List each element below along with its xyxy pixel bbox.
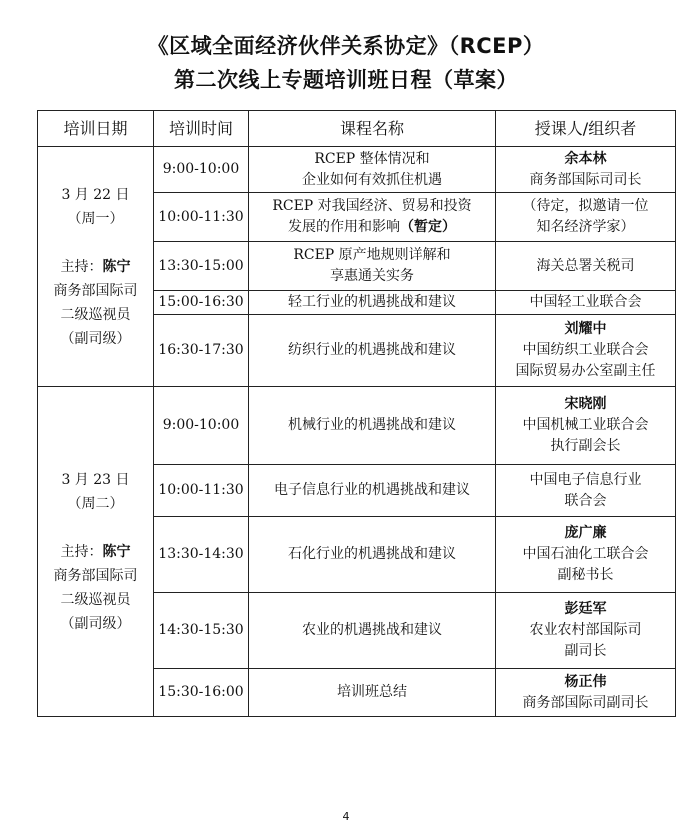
- day-cell-2: [38, 387, 154, 717]
- session-instructor: 刘耀中 中国纺织工业联合会 国际贸易办公室副主任: [496, 315, 676, 387]
- session-time: 15:30-16:00: [154, 669, 249, 717]
- day-host: 主持：陈宁: [60, 543, 131, 560]
- session-time: 13:30-14:30: [154, 517, 249, 593]
- session-time: 15:00-16:30: [154, 291, 249, 315]
- session-instructor: 中国轻工业联合会: [496, 291, 676, 315]
- session-course: 轻工行业的机遇挑战和建议: [249, 291, 496, 315]
- page-number: 4: [342, 810, 350, 823]
- session-instructor: （待定，拟邀请一位 知名经济学家）: [496, 193, 676, 242]
- day-host-rank: （副司级）: [60, 330, 131, 347]
- header-course: 课程名称: [249, 111, 496, 147]
- day-host-org: 商务部国际司: [53, 282, 138, 299]
- session-instructor: 杨正伟 商务部国际司副司长: [496, 669, 676, 717]
- session-time: 10:00-11:30: [154, 193, 249, 242]
- session-instructor: 宋晓刚 中国机械工业联合会 执行副会长: [496, 387, 676, 465]
- session-course: RCEP 整体情况和 企业如何有效抓住机遇: [249, 147, 496, 193]
- document-title-line1: 《区域全面经济伙伴关系协定》（RCEP）: [147, 34, 545, 58]
- table-row: [38, 147, 676, 193]
- session-instructor: 海关总署关税司: [496, 242, 676, 291]
- header-date: 培训日期: [38, 111, 154, 147]
- header-time: 培训时间: [154, 111, 249, 147]
- day-cell-1: [38, 147, 154, 387]
- session-course: 农业的机遇挑战和建议: [249, 593, 496, 669]
- day-host-org: 商务部国际司: [53, 567, 138, 584]
- session-instructor: 中国电子信息行业 联合会: [496, 465, 676, 517]
- header-instructor: 授课人/组织者: [496, 111, 676, 147]
- day-weekday: （周二）: [67, 495, 124, 512]
- session-instructor: 彭廷军 农业农村部国际司 副司长: [496, 593, 676, 669]
- day-host-rank: （副司级）: [60, 615, 131, 632]
- session-time: 14:30-15:30: [154, 593, 249, 669]
- table-row: [38, 387, 676, 465]
- session-course: RCEP 对我国经济、贸易和投资 发展的作用和影响（暂定）: [249, 193, 496, 242]
- day-host-title: 二级巡视员: [60, 591, 131, 608]
- day-weekday: （周一）: [67, 210, 124, 227]
- session-time: 9:00-10:00: [154, 387, 249, 465]
- document-title-line2: 第二次线上专题培训班日程（草案）: [174, 68, 518, 92]
- session-course: 培训班总结: [249, 669, 496, 717]
- schedule-table: [37, 110, 676, 717]
- session-course: 纺织行业的机遇挑战和建议: [249, 315, 496, 387]
- course-note: （暂定）: [400, 219, 456, 235]
- day-host: 主持：陈宁: [60, 258, 131, 275]
- session-course: 电子信息行业的机遇挑战和建议: [249, 465, 496, 517]
- day-date: 3 月 23 日: [61, 471, 130, 488]
- session-time: 13:30-15:00: [154, 242, 249, 291]
- day-host-title: 二级巡视员: [60, 306, 131, 323]
- session-course: RCEP 原产地规则详解和 享惠通关实务: [249, 242, 496, 291]
- table-header-row: [38, 111, 676, 147]
- session-time: 16:30-17:30: [154, 315, 249, 387]
- session-time: 9:00-10:00: [154, 147, 249, 193]
- session-time: 10:00-11:30: [154, 465, 249, 517]
- session-course: 石化行业的机遇挑战和建议: [249, 517, 496, 593]
- session-instructor: 余本林 商务部国际司司长: [496, 147, 676, 193]
- session-instructor: 庞广廉 中国石油化工联合会 副秘书长: [496, 517, 676, 593]
- session-course: 机械行业的机遇挑战和建议: [249, 387, 496, 465]
- day-date: 3 月 22 日: [61, 186, 130, 203]
